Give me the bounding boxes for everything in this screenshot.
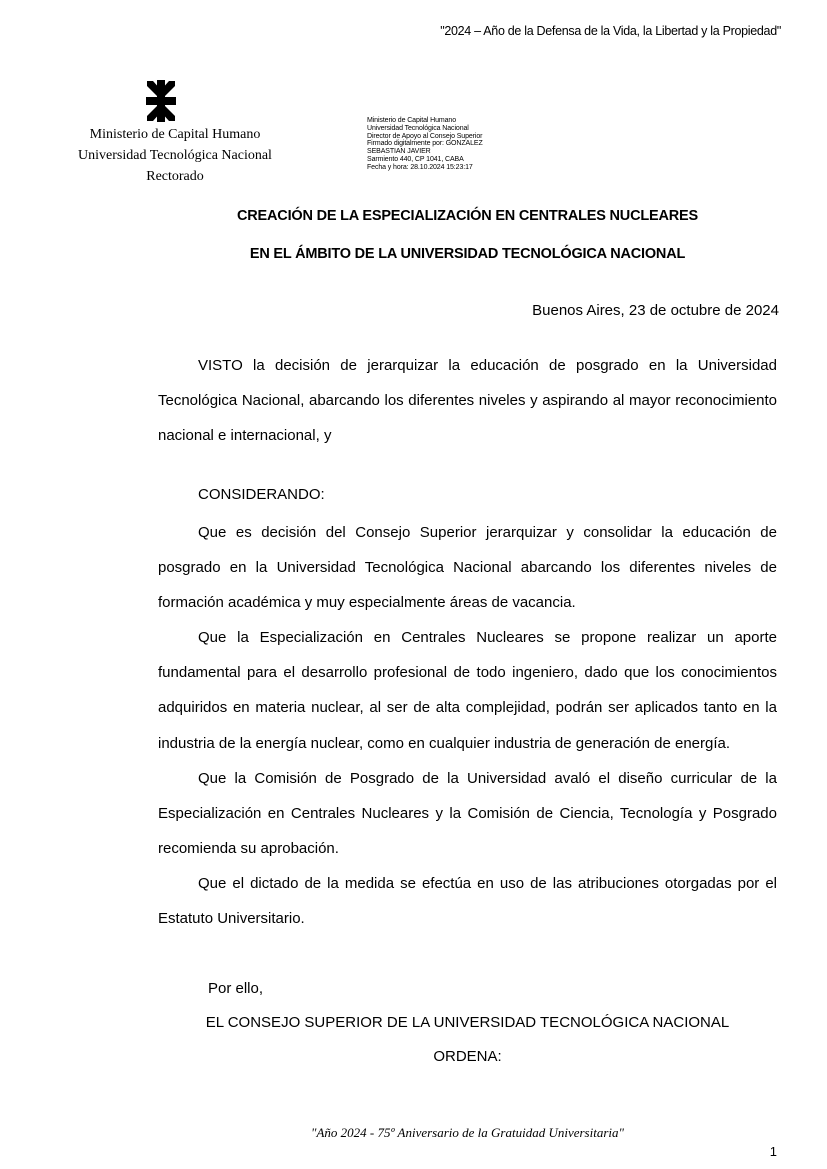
institution-university: Universidad Tecnológica Nacional [78,148,272,163]
considerando-paragraph: Que es decisión del Consejo Superior jerarquizar y consolidar la educación de posgrado en la Universidad Tecnológica Nacional abarcando los diferentes niveles de formación académica y muy especialmente áreas de vacancia. [158,524,777,612]
institution-ministry: Ministerio de Capital Humano [89,127,261,142]
considerando-heading: CONSIDERANDO: [198,486,325,503]
document-title-line1: CREACIÓN DE LA ESPECIALIZACIÓN EN CENTRALES NUCLEARES [237,208,698,224]
ordena-heading: ORDENA: [433,1048,502,1065]
document-date: Buenos Aires, 23 de octubre de 2024 [532,302,779,319]
stamp-line: Universidad Tecnológica Nacional [367,124,469,132]
institution-block [40,124,310,187]
stamp-line: Firmado digitalmente por: GONZALEZ [367,140,483,148]
digital-signature-stamp [367,117,483,172]
stamp-line: Sarmiento 440, CP 1041, CABA [367,155,464,163]
consejo-heading: EL CONSEJO SUPERIOR DE LA UNIVERSIDAD TECNOLÓGICA NACIONAL [205,1014,730,1031]
stamp-line: Ministerio de Capital Humano [367,117,457,124]
visto-paragraph: VISTO la decisión de jerarquizar la educación de posgrado en la Universidad Tecnológica Nacional, abarcando los diferentes niveles y aspirando al mayor reconocimiento nacional e internacional, y [158,357,777,445]
considerando-paragraph: Que la Especialización en Centrales Nucleares se propone realizar un aporte fundamental para el desarrollo profesional de todo ingeniero, dado que los conocimientos adquiridos en materia nuclear, al ser de alta complejidad, podrán ser aplicados tanto en la industria de la energía nuclear, como en cualquier industria de generación de energía. [158,629,777,752]
stamp-line: SEBASTIAN JAVIER [367,148,431,156]
header-motto: "2024 – Año de la Defensa de la Vida, la Libertad y la Propiedad" [440,24,781,38]
stamp-line: Director de Apoyo al Consejo Superior [367,132,483,140]
document-title-line2: EN EL ÁMBITO DE LA UNIVERSIDAD TECNOLÓGICA NACIONAL [249,246,686,262]
stamp-line: Fecha y hora: 28.10.2024 15:23:17 [367,163,473,171]
considerando-paragraph: Que la Comisión de Posgrado de la Universidad avaló el diseño curricular de la Especialización en Centrales Nucleares y la Comisión de Ciencia, Tecnología y Posgrado recomienda su aprobación. [158,770,777,858]
utn-logo-icon [146,80,176,122]
considerando-paragraph: Que el dictado de la medida se efectúa en uso de las atribuciones otorgadas por el Estatuto Universitario. [158,875,777,928]
institution-rectorado: Rectorado [146,169,204,184]
page-number: 1 [769,1144,777,1159]
por-ello-text: Por ello, [208,980,264,997]
footer-motto: "Año 2024 - 75º Aniversario de la Gratuidad Universitaria" [311,1125,624,1140]
